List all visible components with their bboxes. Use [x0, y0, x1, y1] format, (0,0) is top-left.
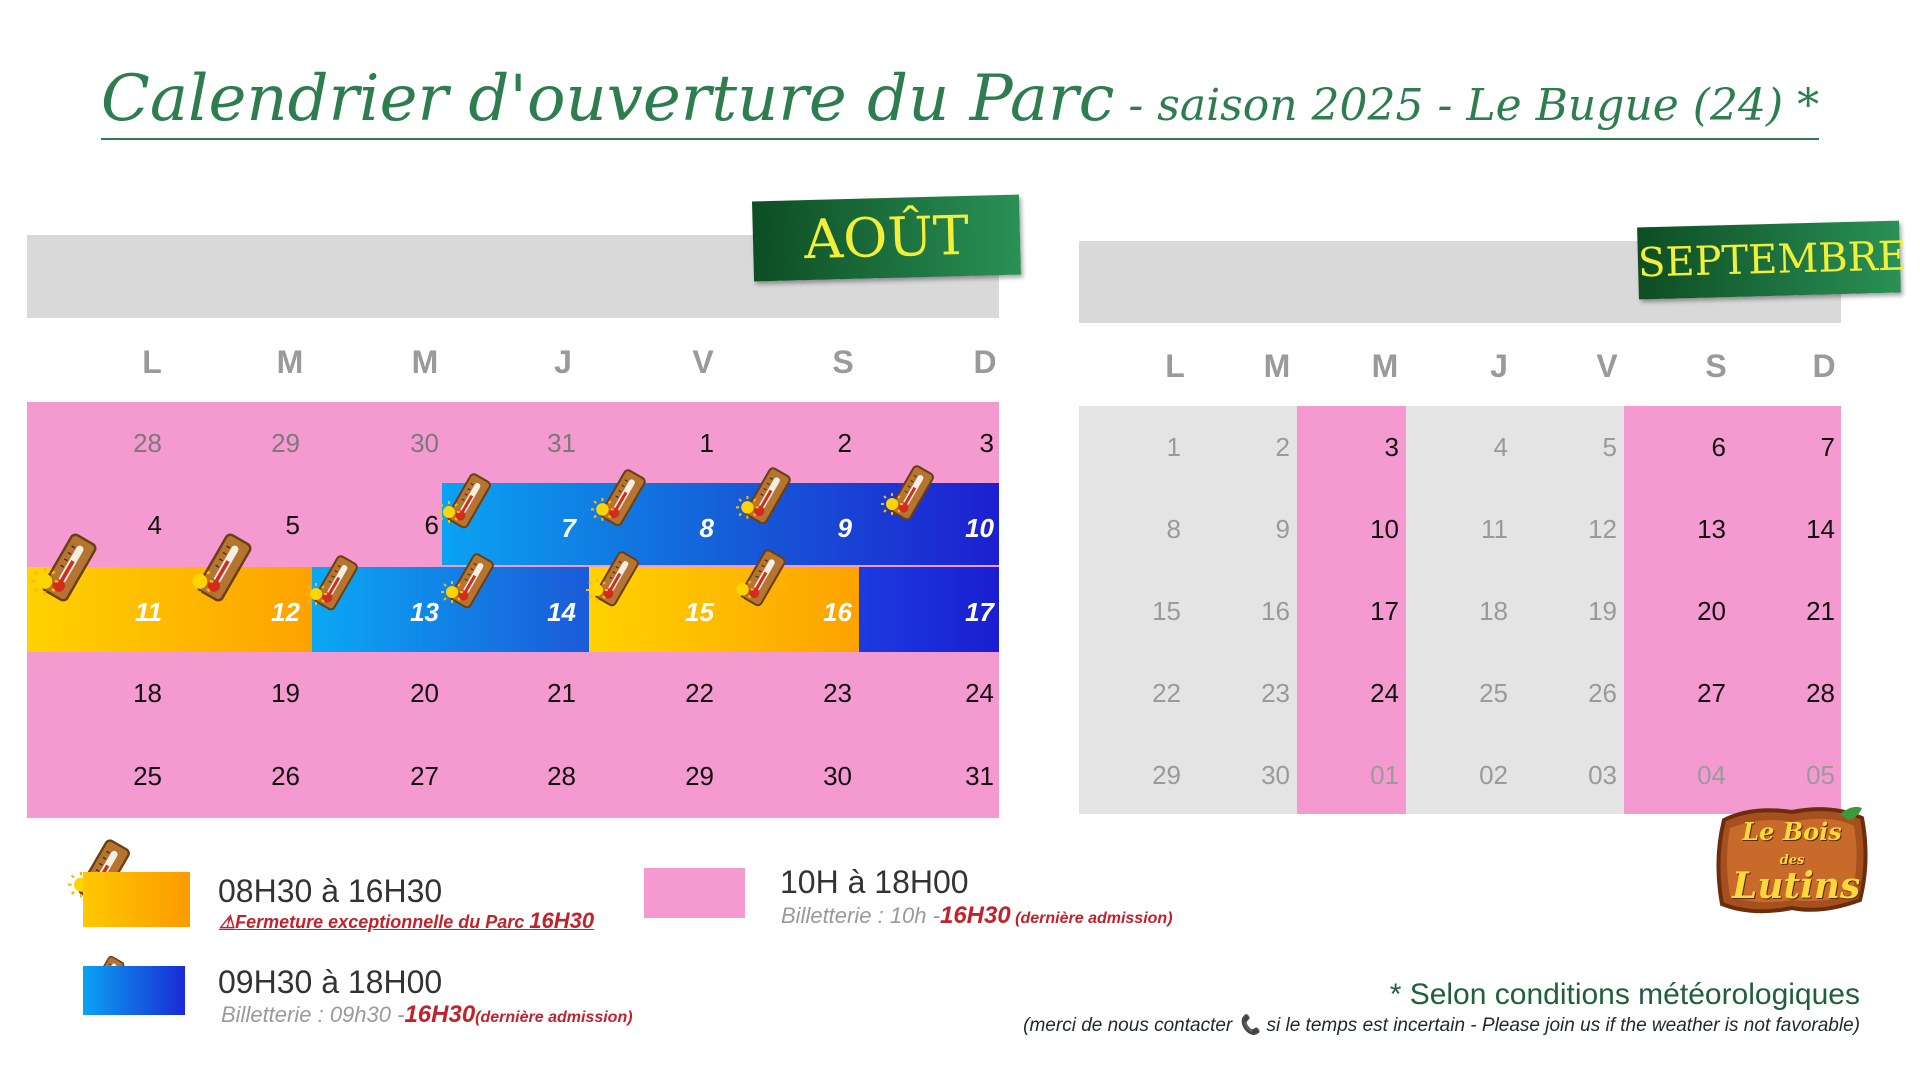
thermometer-sun-icon [185, 532, 259, 606]
legend-pink-hours-text: 10H à 18H00 [780, 864, 969, 900]
september-day-cell [1406, 570, 1508, 652]
september-day-number: 23 [1261, 677, 1290, 708]
legend-orange-hours [218, 873, 442, 910]
september-day-cell [1297, 652, 1399, 734]
legend-orange-warning-time: 16H30 [529, 908, 595, 933]
legend-pink-ticketing [781, 902, 1173, 930]
september-day-cell [1079, 734, 1181, 816]
august-day-number: 4 [147, 509, 162, 540]
thermometer-sun-icon [304, 554, 364, 614]
august-day-number: 1 [699, 427, 714, 458]
september-day-number: 5 [1602, 431, 1617, 462]
august-day-number: 8 [699, 512, 714, 543]
thermometer-sun-icon [30, 532, 104, 606]
august-day-cell [732, 652, 852, 734]
title-main: Calendrier d'ouverture du Parc [100, 62, 1115, 136]
september-day-cell [1624, 406, 1726, 488]
august-day-cell [319, 735, 439, 817]
september-day-number: 24 [1370, 677, 1399, 708]
august-day-header: L [142, 344, 162, 380]
august-day-number: 22 [685, 677, 714, 708]
august-day-number: 31 [965, 760, 994, 791]
september-day-cell [1733, 488, 1835, 570]
august-day-number: 11 [135, 597, 162, 627]
legend-blue-ticket-time: 16H30 [404, 1001, 476, 1028]
august-month-banner: AOÛT [752, 195, 1021, 282]
september-day-number: 01 [1370, 759, 1399, 790]
august-day-number: 26 [271, 760, 300, 791]
september-day-cell [1733, 570, 1835, 652]
august-day-number: 19 [271, 677, 300, 708]
september-day-number: 3 [1384, 431, 1399, 462]
september-day-header: V [1596, 348, 1618, 384]
september-day-number: 05 [1806, 759, 1835, 790]
september-day-number: 11 [1481, 513, 1508, 544]
legend-pink-ticket-prefix: Billetterie : 10h - [781, 903, 940, 928]
august-day-number: 23 [823, 677, 852, 708]
august-day-number: 20 [410, 677, 439, 708]
august-day-number: 15 [685, 597, 714, 627]
page-title [0, 62, 1920, 140]
september-day-number: 29 [1152, 759, 1181, 790]
september-day-cell [1515, 406, 1617, 488]
thermometer-sun-icon [590, 468, 652, 530]
title-sub: - saison 2025 - Le Bugue (24) * [1114, 80, 1820, 131]
september-day-cell [1406, 488, 1508, 570]
thermometer-sun-icon [440, 552, 500, 612]
legend-blue-ticket-prefix: Billetterie : 09h30 - [221, 1002, 405, 1027]
september-day-number: 02 [1479, 759, 1508, 790]
phone-icon: 📞 [1237, 1015, 1262, 1036]
september-day-number: 18 [1479, 595, 1508, 626]
august-day-number: 5 [285, 509, 300, 540]
september-day-cell [1188, 734, 1290, 816]
august-day-cell [42, 652, 162, 734]
september-day-number: 14 [1806, 513, 1835, 544]
august-day-cell [180, 402, 300, 484]
september-day-cell [1515, 488, 1617, 570]
september-day-cell [1406, 406, 1508, 488]
august-day-cell [732, 735, 852, 817]
september-day-number: 17 [1370, 595, 1399, 626]
september-day-cell [1624, 570, 1726, 652]
thermometer-sun-icon [730, 548, 792, 610]
august-day-cell [319, 652, 439, 734]
september-day-number: 4 [1493, 431, 1508, 462]
logo-line2: des [1779, 853, 1805, 868]
september-day-header: L [1165, 348, 1185, 384]
august-day-header: M [276, 344, 304, 380]
september-day-header: S [1705, 348, 1727, 384]
september-day-number: 22 [1152, 677, 1181, 708]
august-day-number: 24 [965, 677, 994, 708]
september-day-cell [1297, 570, 1399, 652]
september-day-number: 19 [1588, 595, 1617, 626]
august-day-number: 3 [979, 427, 994, 458]
legend-orange-hours-text: 08H30 à 16H30 [218, 873, 443, 909]
august-day-cell [180, 652, 300, 734]
august-day-header: V [692, 344, 714, 380]
september-day-number: 20 [1697, 595, 1726, 626]
september-day-cell [1515, 734, 1617, 816]
september-day-number: 04 [1697, 759, 1726, 790]
legend-blue-hours-text: 09H30 à 18H00 [218, 964, 443, 1000]
september-day-cell [1188, 570, 1290, 652]
september-day-cell [1733, 652, 1835, 734]
september-day-cell [1079, 488, 1181, 570]
september-day-cell [1188, 406, 1290, 488]
august-day-number: 30 [410, 427, 439, 458]
august-day-number: 30 [823, 760, 852, 791]
august-day-number: 29 [685, 760, 714, 791]
september-day-cell [1406, 652, 1508, 734]
august-day-header: D [973, 344, 997, 380]
september-day-header: D [1812, 348, 1836, 384]
logo-line3: Lutins [1732, 865, 1861, 907]
september-day-cell [1079, 406, 1181, 488]
thermometer-sun-icon [735, 466, 797, 528]
september-day-cell [1297, 488, 1399, 570]
august-day-number: 25 [133, 760, 162, 791]
legend-pink-hours [780, 864, 969, 901]
legend-blue-hours [218, 964, 442, 1001]
footnote-detail-before: (merci de nous contacter [1023, 1015, 1238, 1036]
august-day-number: 28 [547, 760, 576, 791]
september-day-cell [1733, 406, 1835, 488]
september-day-cell [1624, 488, 1726, 570]
september-day-cell [1297, 406, 1399, 488]
thermometer-sun-icon [585, 550, 645, 610]
september-day-number: 7 [1820, 431, 1835, 462]
footnote-detail [1023, 1013, 1860, 1037]
august-day-cell [456, 735, 576, 817]
august-day-number: 18 [133, 677, 162, 708]
september-day-cell [1297, 734, 1399, 816]
legend-orange-warning [219, 908, 594, 934]
september-day-number: 25 [1479, 677, 1508, 708]
august-day-cell [456, 652, 576, 734]
august-day-cell [594, 652, 714, 734]
september-day-number: 2 [1275, 431, 1290, 462]
august-day-number: 28 [133, 427, 162, 458]
legend-orange-swatch [83, 872, 190, 927]
september-day-header: M [1263, 348, 1291, 384]
thermometer-sun-icon [880, 464, 940, 524]
logo-line1: Le Bois [1742, 817, 1842, 846]
august-day-number: 13 [410, 597, 439, 627]
august-day-number: 27 [410, 760, 439, 791]
september-day-number: 28 [1806, 677, 1835, 708]
august-day-header: M [411, 344, 439, 380]
september-day-number: 26 [1588, 677, 1617, 708]
footnote-detail-after: si le temps est incertain - Please join us if the weather is not favorable) [1261, 1015, 1860, 1036]
legend-blue-swatch [83, 966, 185, 1015]
august-day-header: S [832, 344, 854, 380]
thermometer-sun-icon [437, 472, 497, 532]
august-day-cell [42, 402, 162, 484]
september-day-cell [1624, 734, 1726, 816]
august-day-number: 7 [561, 512, 576, 543]
legend-blue-ticketing [221, 1001, 633, 1029]
august-day-cell [874, 652, 994, 734]
august-day-number: 21 [547, 677, 576, 708]
september-day-number: 03 [1588, 759, 1617, 790]
august-day-number: 29 [271, 427, 300, 458]
september-day-header: J [1490, 348, 1508, 384]
august-day-number: 31 [547, 427, 576, 458]
september-day-cell [1515, 652, 1617, 734]
warning-icon: ⚠ [219, 912, 236, 932]
august-day-number: 6 [424, 509, 439, 540]
september-day-cell [1624, 652, 1726, 734]
august-day-cell [319, 402, 439, 484]
august-day-cell [42, 735, 162, 817]
september-day-number: 10 [1370, 513, 1399, 544]
august-day-number: 2 [837, 427, 852, 458]
august-day-number: 12 [271, 597, 300, 627]
september-day-cell [1079, 570, 1181, 652]
august-day-number: 10 [965, 512, 994, 543]
bois-des-lutins-logo [1712, 800, 1872, 920]
september-day-cell [1188, 652, 1290, 734]
august-day-number: 17 [965, 597, 994, 627]
september-day-cell [1188, 488, 1290, 570]
september-day-number: 21 [1806, 595, 1835, 626]
september-day-cell [1515, 570, 1617, 652]
legend-pink-ticket-suffix: (dernière admission) [1010, 910, 1173, 927]
legend-pink-ticket-time: 16H30 [939, 902, 1011, 929]
september-month-banner: SEPTEMBRE [1637, 221, 1901, 300]
august-day-number: 14 [547, 597, 576, 627]
august-day-cell [874, 567, 994, 652]
september-day-number: 15 [1152, 595, 1181, 626]
september-day-number: 30 [1261, 759, 1290, 790]
september-day-number: 16 [1261, 595, 1290, 626]
september-day-cell [1406, 734, 1508, 816]
august-day-number: 16 [823, 597, 852, 627]
september-day-number: 9 [1275, 513, 1290, 544]
september-day-number: 27 [1697, 677, 1726, 708]
august-day-header: J [554, 344, 572, 380]
september-day-number: 12 [1588, 513, 1617, 544]
september-day-number: 13 [1697, 513, 1726, 544]
august-day-cell [180, 735, 300, 817]
september-day-header: M [1371, 348, 1399, 384]
september-day-number: 6 [1711, 431, 1726, 462]
august-day-cell [874, 735, 994, 817]
august-day-number: 9 [837, 512, 852, 543]
legend-pink-swatch [644, 868, 745, 918]
legend-orange-warning-text: Fermeture exceptionnelle du Parc [235, 912, 530, 932]
september-day-number: 8 [1166, 513, 1181, 544]
legend-blue-ticket-suffix: (dernière admission) [475, 1009, 633, 1026]
august-day-cell [594, 735, 714, 817]
september-day-number: 1 [1166, 431, 1181, 462]
september-day-cell [1079, 652, 1181, 734]
footnote-main: * Selon conditions météorologiques [1389, 978, 1860, 1011]
